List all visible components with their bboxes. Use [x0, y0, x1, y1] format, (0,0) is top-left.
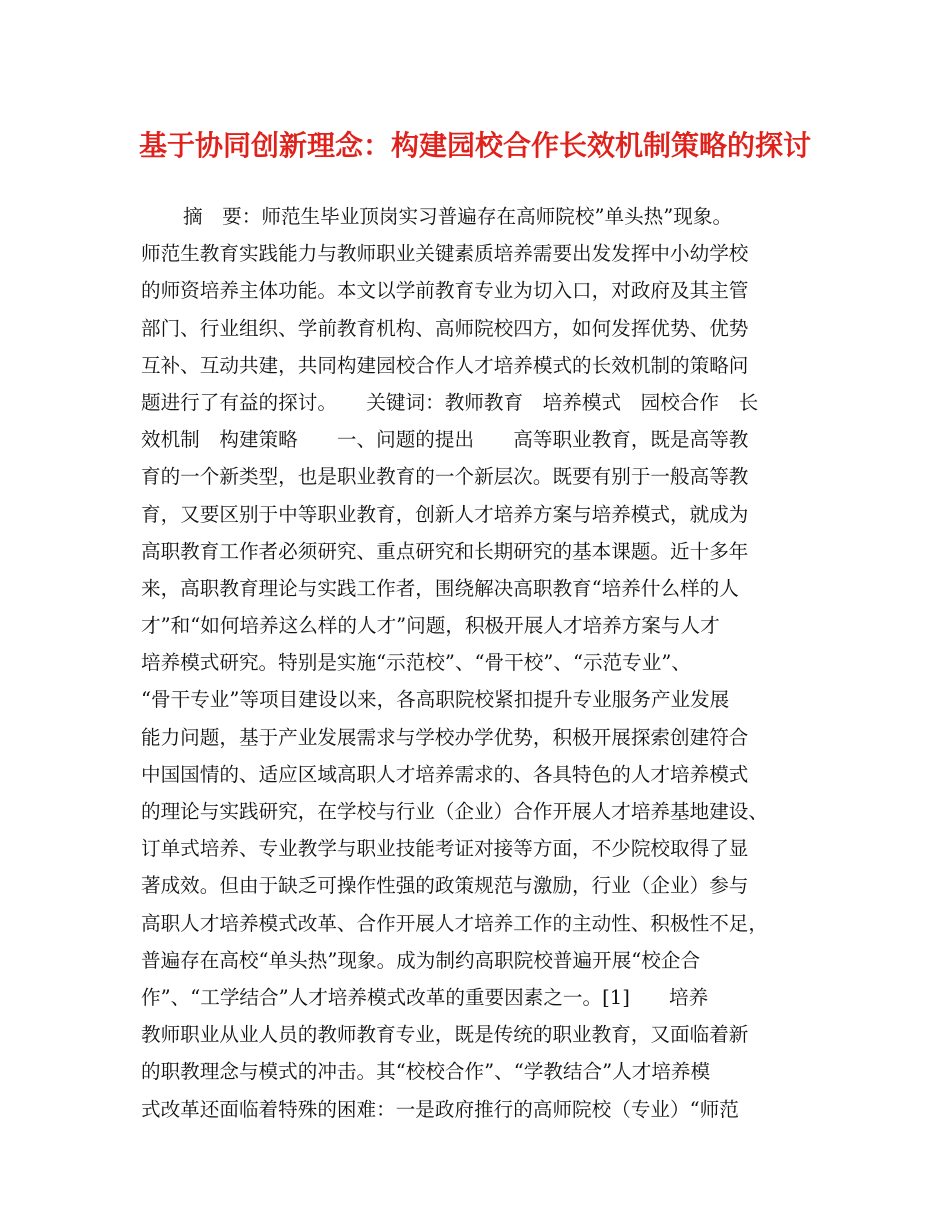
body-line: 题进行了有益的探讨。 关键词：教师教育 培养模式 园校合作 长 — [141, 390, 759, 414]
body-line: 育，又要区别于中等职业教育，创新人才培养方案与培养模式，就成为 — [141, 502, 749, 526]
body-line: 的师资培养主体功能。本文以学前教育专业为切入口，对政府及其主管 — [141, 279, 749, 303]
body-line: 互补、互动共建，共同构建园校合作人才培养模式的长效机制的策略问 — [141, 353, 749, 377]
document-body — [141, 198, 821, 1128]
body-line: 作”、“工学结合”人才培养模式改革的重要因素之一。[1] 培养 — [141, 985, 709, 1009]
body-line: 培养模式研究。特别是实施“示范校”、“骨干校”、“示范专业”、 — [141, 651, 691, 675]
body-line: 来，高职教育理论与实践工作者，围绕解决高职教育“培养什么样的人 — [141, 576, 739, 600]
body-line: 摘 要：师范生毕业顶岗实习普遍存在高师院校”单头热”现象。 — [183, 205, 733, 228]
body-line: 效机制 构建策略 一、问题的提出 高等职业教育，既是高等教 — [141, 428, 749, 452]
body-line: 部门、行业组织、学前教育机构、高师院校四方，如何发挥优势、优势 — [141, 316, 749, 340]
body-line: 育的一个新类型，也是职业教育的一个新层次。既要有别于一般高等教 — [141, 465, 749, 489]
body-line: 能力问题，基于产业发展需求与学校办学优势，积极开展探索创建符合 — [141, 725, 749, 749]
body-line: 订单式培养、专业教学与职业技能考证对接等方面，不少院校取得了显 — [141, 837, 749, 861]
body-line: 的职教理念与模式的冲击。其“校校合作”、“学教结合”人才培养模 — [141, 1060, 711, 1084]
document-title: 基于协同创新理念：构建园校合作长效机制策略的探讨 — [138, 129, 811, 162]
body-line: 著成效。但由于缺乏可操作性强的政策规范与激励，行业（企业）参与 — [141, 874, 749, 898]
body-line: 式改革还面临着特殊的困难：一是政府推行的高师院校（专业）“师范 — [141, 1097, 739, 1121]
body-line: 教师职业从业人员的教师教育专业，既是传统的职业教育，又面临着新 — [141, 1023, 749, 1047]
body-line: “骨干专业”等项目建设以来，各高职院校紧扣提升专业服务产业发展 — [141, 688, 730, 712]
body-line: 高职人才培养模式改革、合作开展人才培养工作的主动性、积极性不足， — [141, 911, 768, 935]
body-line: 才”和“如何培养这么样的人才”问题，积极开展人才培养方案与人才 — [141, 614, 720, 638]
body-line: 师范生教育实践能力与教师职业关键素质培养需要出发发挥中小幼学校 — [141, 242, 749, 266]
body-line: 普遍存在高校“单头热”现象。成为制约高职院校普遍开展“校企合 — [141, 948, 701, 972]
body-line: 的理论与实践研究，在学校与行业（企业）合作开展人才培养基地建设、 — [141, 800, 768, 823]
body-line: 高职教育工作者必须研究、重点研究和长期研究的基本课题。近十多年 — [141, 539, 749, 563]
body-line: 中国国情的、适应区域高职人才培养需求的、各具特色的人才培养模式 — [141, 762, 749, 786]
